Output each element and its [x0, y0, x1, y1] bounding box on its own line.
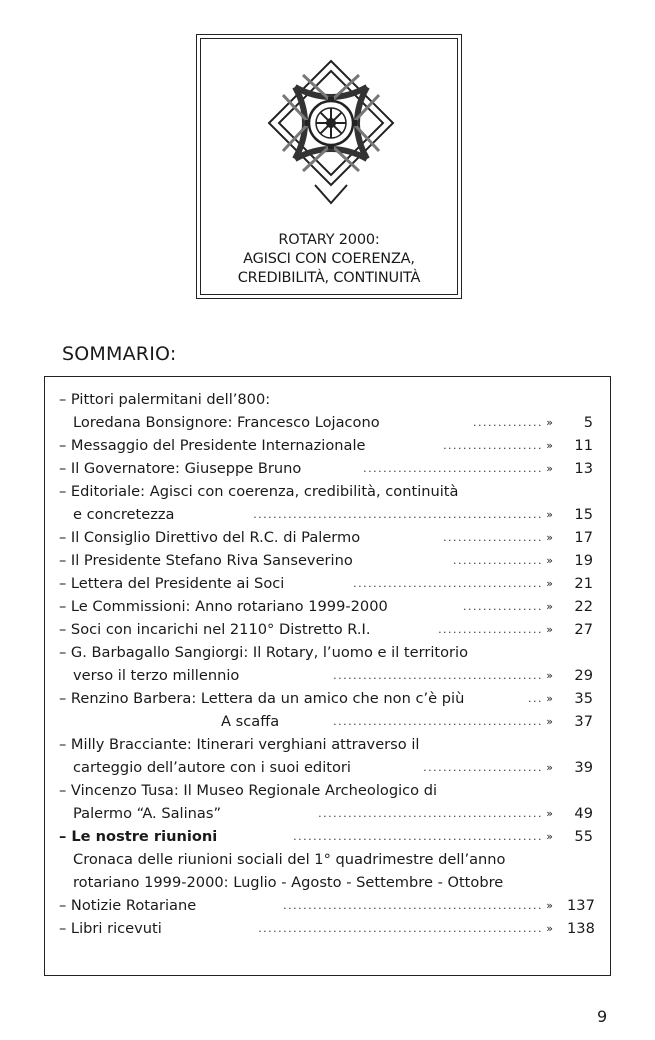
toc-entry: [59, 572, 593, 595]
toc-page-number: 21: [574, 575, 593, 592]
toc-leader-dots: ................: [463, 600, 543, 613]
page-number: 9: [597, 1007, 608, 1026]
toc-leader-mark: »: [546, 554, 553, 567]
motto-line: AGISCI CON COERENZA,: [243, 251, 415, 267]
toc-entry-title: A scaffa: [221, 713, 280, 730]
toc-entry: [59, 480, 593, 503]
toc-leader-mark: »: [546, 508, 553, 521]
toc-entry-title: e concretezza: [73, 506, 175, 523]
toc-entry: [59, 434, 593, 457]
toc-leader-dots: ......................................: [353, 577, 543, 590]
toc-leader-dots: ....................................: [363, 462, 543, 475]
toc-entry-title: – Messaggio del Presidente Internazionale: [59, 437, 366, 454]
toc-leader-dots: ...: [528, 692, 543, 705]
toc-entry-title: Cronaca delle riunioni sociali del 1° quadrimestre dell’anno: [73, 851, 506, 868]
toc-page-number: 137: [567, 897, 595, 914]
toc-entry: [59, 641, 593, 664]
toc-entry: [59, 848, 593, 871]
toc-entry-title: – Pittori palermitani dell’800:: [59, 391, 271, 408]
toc-entry-title: – Le Commissioni: Anno rotariano 1999-2000: [59, 598, 388, 615]
toc-entry: [59, 388, 593, 411]
toc-entry-title: – Vincenzo Tusa: Il Museo Regionale Archeologico di: [59, 782, 438, 799]
toc-leader-dots: ....................: [443, 531, 543, 544]
toc-entry: [59, 802, 593, 825]
toc-entry-title: – Notizie Rotariane: [59, 897, 197, 914]
toc-entry: [59, 871, 593, 894]
toc-leader-dots: ..........................................: [333, 715, 543, 728]
toc-entry-title: rotariano 1999-2000: Luglio - Agosto - Settembre - Ottobre: [73, 874, 504, 891]
toc-page-number: 19: [574, 552, 593, 569]
toc-entry: [59, 549, 593, 572]
emblem-inner-frame: [200, 38, 458, 295]
toc-leader-dots: ..........................................: [333, 669, 543, 682]
toc-entry-title: – G. Barbagallo Sangiorgi: Il Rotary, l’uomo e il territorio: [59, 644, 469, 661]
toc-entry-title: – Libri ricevuti: [59, 920, 162, 937]
toc-list: [59, 388, 593, 940]
toc-page-number: 35: [574, 690, 593, 707]
toc-entry: [59, 664, 593, 687]
emblem-motto: [201, 231, 457, 288]
toc-entry-title: verso il terzo millennio: [73, 667, 240, 684]
motto-line: CREDIBILITÀ, CONTINUITÀ: [237, 270, 421, 286]
toc-entry: [59, 411, 593, 434]
toc-leader-dots: ........................: [423, 761, 543, 774]
toc-entry-title: – Lettera del Presidente ai Soci: [59, 575, 285, 592]
toc-leader-mark: »: [546, 830, 553, 843]
toc-leader-dots: .........................................................: [258, 922, 543, 935]
toc-entry: [59, 618, 593, 641]
toc-page-number: 15: [574, 506, 593, 523]
toc-entry-title: Palermo “A. Salinas”: [73, 805, 222, 822]
toc-leader-mark: »: [546, 715, 553, 728]
motto-line: ROTARY 2000:: [278, 232, 380, 248]
toc-leader-mark: »: [546, 669, 553, 682]
toc-leader-dots: ....................................................: [283, 899, 543, 912]
toc-entry: [59, 894, 593, 917]
toc-leader-mark: »: [546, 439, 553, 452]
toc-leader-mark: »: [546, 807, 553, 820]
toc-page-number: 17: [574, 529, 593, 546]
toc-entry: [59, 503, 593, 526]
toc-entry-title: – Soci con incarichi nel 2110° Distretto R.I.: [59, 621, 371, 638]
toc-entry: [59, 756, 593, 779]
emblem-frame: [196, 34, 462, 299]
toc-entry-title: carteggio dell’autore con i suoi editori: [73, 759, 351, 776]
toc-leader-dots: ..................................................: [293, 830, 543, 843]
toc-entry: [59, 917, 593, 940]
toc-page-number: 29: [574, 667, 593, 684]
toc-entry-title: – Milly Bracciante: Itinerari verghiani attraverso il: [59, 736, 420, 753]
toc-entry: [59, 825, 593, 848]
toc-entry-title: – Il Presidente Stefano Riva Sanseverino: [59, 552, 353, 569]
toc-leader-mark: »: [546, 416, 553, 429]
toc-page-number: 138: [567, 920, 595, 937]
toc-page-number: 13: [574, 460, 593, 477]
toc-leader-mark: »: [546, 531, 553, 544]
toc-leader-dots: ..................: [453, 554, 543, 567]
toc-leader-mark: »: [546, 922, 553, 935]
toc-entry-title: – Editoriale: Agisci con coerenza, credibilità, continuità: [59, 483, 459, 500]
toc-entry-title: – Renzino Barbera: Lettera da un amico che non c’è più: [59, 690, 465, 707]
toc-leader-dots: .............................................: [318, 807, 543, 820]
toc-leader-dots: ....................: [443, 439, 543, 452]
toc-page-number: 5: [583, 414, 593, 431]
toc-entry-title: – Il Governatore: Giuseppe Bruno: [59, 460, 302, 477]
toc-entry: [59, 779, 593, 802]
toc-page-number: 39: [574, 759, 593, 776]
toc-leader-mark: »: [546, 899, 553, 912]
sommario-heading: SOMMARIO:: [62, 343, 177, 365]
toc-leader-dots: ..........................................................: [253, 508, 543, 521]
rotary-emblem-icon: [265, 57, 397, 207]
toc-entry: [59, 457, 593, 480]
toc-page-number: 49: [574, 805, 593, 822]
toc-leader-mark: »: [546, 623, 553, 636]
toc-page-number: 22: [574, 598, 593, 615]
toc-leader-dots: ..............: [473, 416, 543, 429]
toc-leader-mark: »: [546, 761, 553, 774]
toc-leader-mark: »: [546, 462, 553, 475]
toc-entry-title: Loredana Bonsignore: Francesco Lojacono: [73, 414, 380, 431]
toc-entry: [59, 526, 593, 549]
toc-entry: [59, 710, 593, 733]
toc-entry: [59, 733, 593, 756]
toc-page-number: 55: [574, 828, 593, 845]
toc-entry-title: – Il Consiglio Direttivo del R.C. di Palermo: [59, 529, 361, 546]
toc-leader-dots: .....................: [438, 623, 543, 636]
toc-page-number: 11: [574, 437, 593, 454]
toc-page-number: 27: [574, 621, 593, 638]
toc-entry-title: – Le nostre riunioni: [59, 828, 218, 845]
toc-entry: [59, 595, 593, 618]
table-of-contents: [44, 376, 611, 976]
toc-leader-mark: »: [546, 577, 553, 590]
toc-entry: [59, 687, 593, 710]
toc-leader-mark: »: [546, 600, 553, 613]
toc-leader-mark: »: [546, 692, 553, 705]
toc-page-number: 37: [574, 713, 593, 730]
